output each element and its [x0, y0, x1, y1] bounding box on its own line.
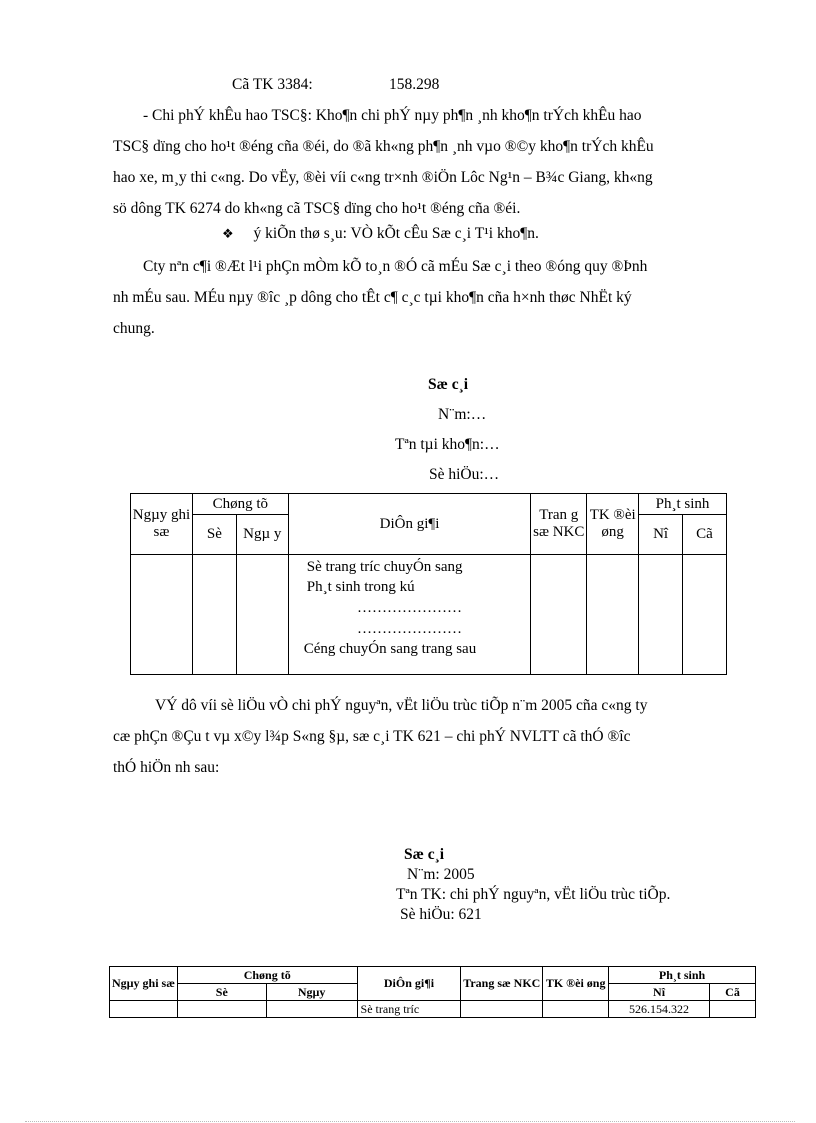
top-line-label: Cã TK 3384: — [232, 76, 313, 93]
cell-empty — [266, 1001, 357, 1018]
header-voucher: Chøng tõ — [192, 494, 288, 515]
cell-empty — [131, 555, 193, 675]
form2-year: N¨m: 2005 — [407, 866, 475, 883]
text-line: cæ phÇn ®Çu t vµ x©y l¾p S«ng §µ, sæ c¸i TK 621 – chi phÝ NVLTT cã thÓ ®îc — [113, 728, 631, 745]
header-voucher: Chøng tõ — [177, 967, 357, 984]
ledger-621-table — [109, 966, 756, 1018]
header-description: DiÔn gi¶i — [357, 967, 461, 1001]
row-dots: ………………… — [357, 600, 463, 616]
header-credit: Cã — [683, 515, 727, 555]
cell-empty — [531, 555, 587, 675]
form1-account-name: Tªn tµi kho¶n:… — [395, 436, 500, 453]
cell-empty — [639, 555, 683, 675]
text-line: hao xe, m¸y thi c«ng. Do vËy, ®èi víi c«ng tr×nh ®iÖn Lôc Ng¹n – B¾c Giang, kh«ng — [113, 169, 653, 186]
form1-account-no: Sè hiÖu:… — [429, 466, 500, 483]
bullet-item — [222, 225, 539, 243]
header-journal-page: Tran g sæ NKC — [531, 494, 587, 555]
row-dots: ………………… — [357, 621, 463, 637]
top-line — [232, 76, 440, 94]
cell-empty — [461, 1001, 543, 1018]
form1-year: N¨m:… — [438, 406, 487, 423]
header-journal-page: Trang sæ NKC — [461, 967, 543, 1001]
top-line-value: 158.298 — [389, 76, 440, 93]
row-debit: 526.154.322 — [609, 1001, 710, 1018]
header-credit: Cã — [710, 984, 756, 1001]
page-bottom-border — [25, 1121, 795, 1122]
text-line: Cty nªn c¶i ®Æt l¹i phÇn mÒm kÕ to¸n ®Ó cã mÉu Sæ c¸i theo ®óng quy ®Þnh — [143, 258, 648, 275]
header-description: DiÔn gi¶i — [288, 494, 531, 555]
header-contra-account: TK ®èi øng — [587, 494, 639, 555]
cell-empty — [177, 1001, 266, 1018]
header-date: Ngµy ghi sæ — [131, 494, 193, 555]
header-voucher-no: Sè — [177, 984, 266, 1001]
text-line: thÓ hiÖn nh sau: — [113, 759, 220, 776]
diamond-bullet-icon: ❖ — [222, 227, 234, 242]
header-debit: Nî — [609, 984, 710, 1001]
row-carry-out: Céng chuyÓn sang trang sau — [303, 641, 477, 657]
header-voucher-no: Sè — [192, 515, 236, 555]
cell-empty — [192, 555, 236, 675]
header-voucher-date: Ngµy — [266, 984, 357, 1001]
text-line: chung. — [113, 320, 155, 337]
text-line: TSC§ dïng cho ho¹t ®éng cña ®éi, do ®ã kh«ng ph¶n ¸nh vµo ®©y kho¶n trÝch khÊu — [113, 138, 654, 155]
form2-account-name: Tªn TK: chi phÝ nguyªn, vËt liÖu trùc tiÕp. — [396, 886, 671, 903]
form2-account-no: Sè hiÖu: 621 — [400, 906, 482, 923]
cell-empty — [710, 1001, 756, 1018]
text-line: VÝ dô víi sè liÖu vÒ chi phÝ nguyªn, vËt liÖu trùc tiÕp n¨m 2005 cña c«ng ty — [155, 697, 648, 714]
cell-empty — [236, 555, 288, 675]
header-contra-account: TK ®èi øng — [543, 967, 609, 1001]
text-line: nh mÉu sau. MÉu nµy ®îc ¸p dông cho tÊt c¶ c¸c tµi kho¶n cña h×nh thøc NhËt ký — [113, 289, 632, 306]
cell-empty — [587, 555, 639, 675]
header-voucher-date: Ngµ y — [236, 515, 288, 555]
form1-title: Sæ c¸i — [428, 376, 469, 393]
header-arise: Ph¸t sinh — [609, 967, 756, 984]
bullet-text: ý kiÕn thø s¸u: VÒ kÕt cÊu Sæ c¸i T¹i kho¶n. — [253, 225, 539, 242]
paragraph-recommendation — [113, 251, 738, 344]
row-carry-in: Sè trang tríc chuyÓn sang — [306, 559, 463, 575]
row-description: Sè trang tríc — [357, 1001, 461, 1018]
paragraph-depreciation — [113, 100, 738, 224]
header-date: Ngµy ghi sæ — [110, 967, 178, 1001]
cell-empty — [683, 555, 727, 675]
text-line: sö dông TK 6274 do kh«ng cã TSC§ dïng cho ho¹t ®éng cña ®éi. — [113, 200, 521, 217]
header-arise: Ph¸t sinh — [639, 494, 727, 515]
paragraph-example — [113, 690, 738, 783]
cell-empty — [110, 1001, 178, 1018]
row-arise-period: Ph¸t sinh trong kú — [306, 579, 415, 595]
header-debit: Nî — [639, 515, 683, 555]
text-line: - Chi phÝ khÊu hao TSC§: Kho¶n chi phÝ nµy ph¶n ¸nh kho¶n trÝch khÊu hao — [143, 107, 642, 124]
description-cell — [288, 555, 531, 675]
form2-title: Sæ c¸i — [404, 846, 445, 863]
ledger-template-table — [130, 493, 727, 675]
cell-empty — [543, 1001, 609, 1018]
